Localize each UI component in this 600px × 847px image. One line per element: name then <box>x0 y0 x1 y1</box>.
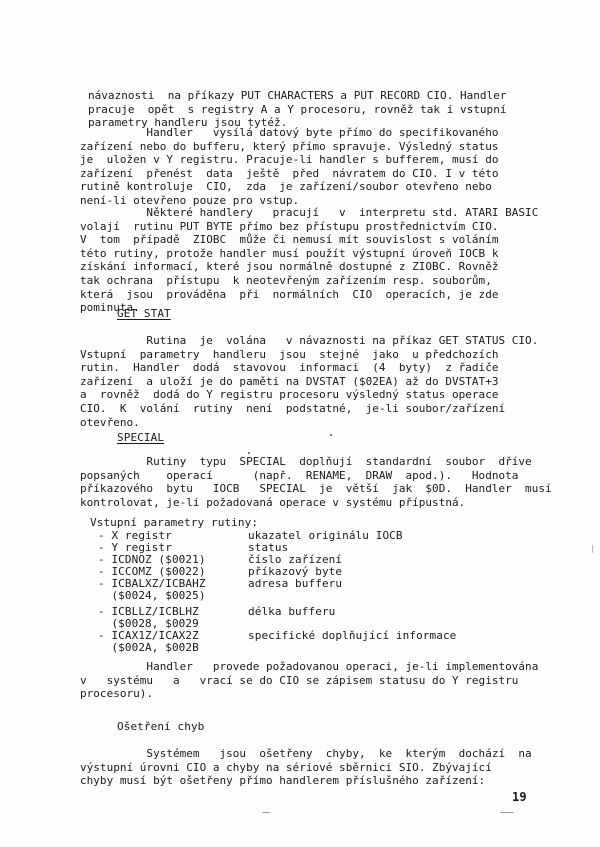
param-name: ($0028, $0029 <box>98 617 199 630</box>
param-name: - ICCOMZ ($0022) <box>98 565 206 578</box>
heading-special: SPECIAL <box>117 431 165 444</box>
page-number: 19 <box>512 790 527 804</box>
heading-get-stat: GET STAT <box>117 307 171 320</box>
scan-speck <box>248 452 250 454</box>
param-name: - ICAX1Z/ICAX2Z <box>98 629 199 642</box>
param-desc: číslo zařízení <box>248 553 343 566</box>
paragraph-put-byte-basic: Některé handlery pracují v interpretu std. ATARI BASIC volají rutinu PUT BYTE přímo bez přístupu prostřednictvím CIO. V tom případě ZIOBC může či nemusí mít souvislost s voláním této rutiny, protože handler musí použít výstupní úroveň IOCB k získání informací, které jsou normálně dostupné z ZIOBC. Rovněž tak ochrana přístupu k neotevřeným zařízením resp. souborům, která jsou prováděna při normálních CIO operacích, je zde pominuta. <box>80 206 539 315</box>
scan-speck <box>330 434 332 436</box>
heading-error-handling: Ošetření chyb <box>117 720 205 733</box>
param-name: - ICDNOZ ($0021) <box>98 553 206 566</box>
params-title: Vstupní parametry rutiny: <box>90 516 259 529</box>
paragraph-handler-performs: Handler provede požadovanou operaci, je-li implementována v systému a vrací se do CIO se zápisem statusu do Y registru procesoru). <box>80 660 539 701</box>
scan-speck <box>592 545 593 553</box>
paragraph-put-record-continuation: návaznosti na příkazy PUT CHARACTERS a PUT RECORD CIO. Handler pracuje opět s registry A a Y procesoru, rovněž tak i vstupní parametry handleru jsou tytéž. <box>88 89 507 130</box>
param-desc: délka bufferu <box>248 605 336 618</box>
paragraph-special: Rutiny typu SPECIAL doplňují standardní soubor dříve popsaných operací (např. RENAME, DRAW apod.). Hodnota příkazového bytu IOCB SPECIAL je větší jak $0D. Handler musí kontrolovat, je-li požadovaná operace v systému přípustná. <box>80 455 552 509</box>
param-desc: adresa bufferu <box>248 577 343 590</box>
param-name: - ICBALXZ/ICBAHZ <box>98 577 206 590</box>
param-desc: příkazový byte <box>248 565 343 578</box>
param-desc: specifické doplňující informace <box>248 629 457 642</box>
param-name: - X registr <box>98 529 172 542</box>
scan-speck <box>500 812 514 813</box>
paragraph-get-stat: Rutina je volána v návaznosti na příkaz GET STATUS CIO. Vstupní parametry handleru jsou stejné jako u předchozích rutin. Handler dodá stavovou informaci (4 byty) z řadiče zařízení a uloží je do paměti na DVSTAT ($02EA) až do DVSTAT+3 a rovněž dodá do Y registru procesoru výsledný status operace CIO. K volání rutiny není podstatné, je-li soubor/zařízení otevřeno. <box>80 334 539 429</box>
paragraph-handler-sends-byte: Handler vysílá datový byte přímo do specifikovaného zařízení nebo do bufferu, který přímo spravuje. Výsledný status je uložen v Y registru. Pracuje-li handler s bufferem, musí do zařízení přenést data ještě před návratem do CIO. I v této rutině kontroluje CIO, zda je zařízení/soubor otevřeno nebo není-li otevřeno pouze pro vstup. <box>80 126 499 207</box>
param-name: ($0024, $0025) <box>98 589 206 602</box>
param-desc: status <box>248 541 289 554</box>
param-name: - Y registr <box>98 541 172 554</box>
param-desc: ukazatel originálu IOCB <box>248 529 403 542</box>
param-name: ($002A, $002B <box>98 641 199 654</box>
param-name: - ICBLLZ/ICBLHZ <box>98 605 199 618</box>
paragraph-error-handling: Systémem jsou ošetřeny chyby, ke kterým dochází na výstupní úrovni CIO a chyby na sériové sběrnici SIO. Zbývající chyby musí být ošetřeny přímo handlerem příslušného zařízení: <box>80 747 532 788</box>
scan-speck <box>262 812 270 813</box>
